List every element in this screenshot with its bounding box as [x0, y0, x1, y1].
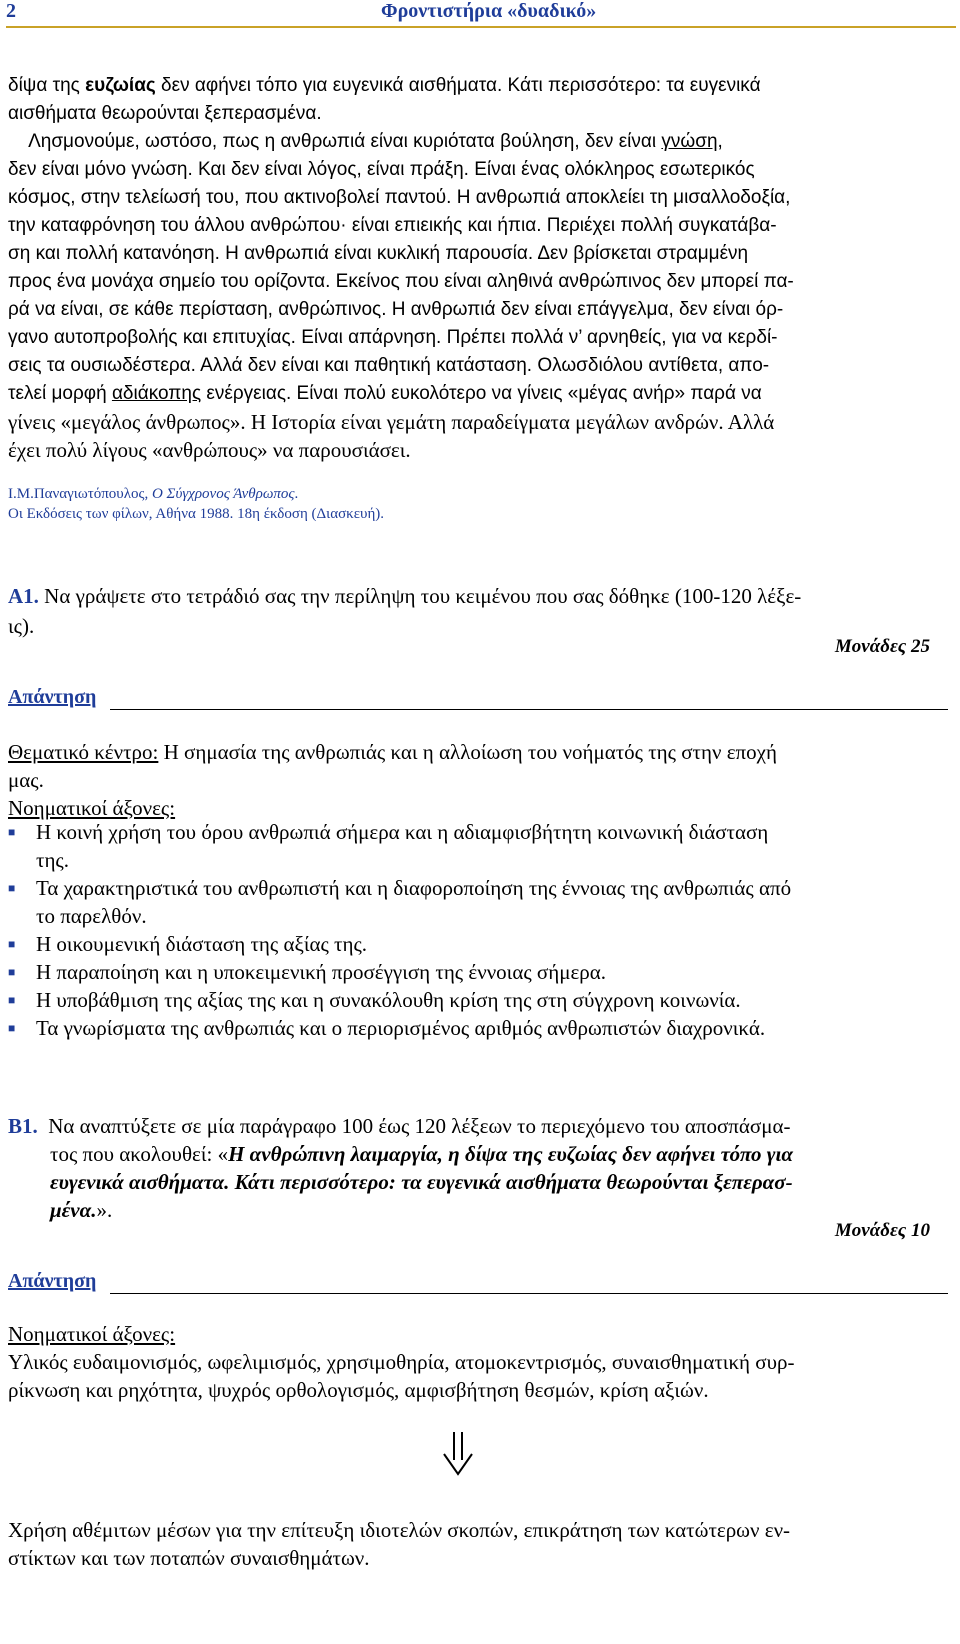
b1-marks: Μονάδες 10 — [834, 1220, 930, 1241]
bullet-item: Η κοινή χρήση του όρου ανθρωπιά σήμερα και η αδιαμφισβήτητη κοινωνική διάσταση — [36, 820, 769, 844]
b1-question-cont: μένα.». — [50, 1198, 113, 1222]
a1-answer-heading: Απάντηση — [8, 686, 948, 714]
source-author: Ι.Μ.Παναγιωτόπουλος, Ο Σύγχρονος Άνθρωπος. — [8, 486, 299, 502]
passage-line: έχει πολύ λίγους «ανθρώπους» να παρουσιάσει. — [8, 438, 411, 462]
b1-label: Β1. — [8, 1114, 38, 1138]
b1-question-cont: ευγενικά αισθήματα. Κάτι περισσότερο: τα ευγενικά αισθήματα θεωρούνται ξεπερασ- — [50, 1170, 793, 1194]
passage-line: δίψα της ευζωίας δεν αφήνει τόπο για ευγενικά αισθήματα. Κάτι περισσότερο: τα ευγενικά — [8, 75, 761, 96]
bullet-item: Η παραποίηση και η υποκειμενική προσέγγιση της έννοιας σήμερα. — [36, 960, 607, 984]
bullet-icon: ■ — [8, 881, 16, 895]
bullet-item: Η υποβάθμιση της αξίας της και η συνακόλουθη κρίση της στη σύγχρονη κοινωνία. — [36, 988, 741, 1012]
page-number: 2 — [6, 0, 16, 22]
bullet-item-cont: της. — [36, 848, 69, 872]
bullet-item: Τα χαρακτηριστικά του ανθρωπιστή και η διαφοροποίηση της έννοιας της ανθρωπιάς από — [36, 876, 792, 900]
header-title: Φροντιστήρια «δυαδικό» — [381, 0, 597, 22]
a1-theme-cont: μας. — [8, 768, 44, 792]
b1-question: Β1. Να αναπτύξετε σε μία παράγραφο 100 έως 120 λέξεων το περιεχόμενο του αποσπάσμα- — [8, 1114, 791, 1138]
b1-conclusion-cont: στίκτων και των ποταπών συναισθημάτων. — [8, 1546, 370, 1570]
b1-axes-label: Νοηματικοί άξονες: — [8, 1322, 176, 1346]
a1-marks: Μονάδες 25 — [834, 636, 930, 657]
source-publisher: Οι Εκδόσεις των φίλων, Αθήνα 1988. 18η έκδοση (Διασκευή). — [8, 506, 385, 522]
a1-question: Α1. Να γράψετε στο τετράδιό σας την περίληψη του κειμένου που σας δόθηκε (100-120 λέξε- — [8, 584, 802, 608]
bullet-icon: ■ — [8, 937, 16, 951]
a1-label: Α1. — [8, 584, 39, 608]
b1-conclusion: Χρήση αθέμιτων μέσων για την επίτευξη ιδιοτελών σκοπών, επικράτηση των κατώτερων εν- — [8, 1518, 791, 1542]
theme-label: Θεματικό κέντρο: — [8, 740, 159, 764]
b1-question-cont: τος που ακολουθεί: «Η ανθρώπινη λαιμαργία, η δίψα της ευζωίας δεν αφήνει τόπο για — [50, 1142, 793, 1166]
bullet-icon: ■ — [8, 825, 16, 839]
b1-axes-text: Υλικός ευδαιμονισμός, ωφελιμισμός, χρησιμοθηρία, ατομοκεντρισμός, συναισθηματική συρ- — [8, 1350, 795, 1374]
bullet-item: Η οικουμενική διάσταση της αξίας της. — [36, 932, 368, 956]
passage-line: προς ένα μονάχα σημείο του ορίζοντα. Εκείνος που είναι αληθινά ανθρώπινος δεν μπορεί πα- — [8, 271, 794, 292]
passage-line: γίνεις «μεγάλος άνθρωπος». Η Ιστορία είναι γεμάτη παραδείγματα μεγάλων ανδρών. Αλλά — [8, 410, 775, 434]
passage-line: δεν είναι μόνο γνώση. Και δεν είναι λόγος, είναι πράξη. Είναι ένας ολόκληρος εσωτερικός — [8, 159, 755, 180]
bullet-icon: ■ — [8, 965, 16, 979]
passage-line: αισθήματα θεωρούνται ξεπερασμένα. — [8, 103, 322, 124]
passage-line: ση και πολλή κατανόηση. Η ανθρωπιά είναι κυκλική παρουσία. Δεν βρίσκεται στραμμένη — [8, 243, 749, 264]
bullet-item-cont: το παρελθόν. — [36, 904, 147, 928]
passage-line: τελεί μορφή αδιάκοπης ενέργειας. Είναι πολύ ευκολότερο να γίνεις «μέγας ανήρ» παρά να — [8, 383, 762, 404]
a1-theme: Θεματικό κέντρο: Η σημασία της ανθρωπιάς και η αλλοίωση του νοήματός της στην εποχή — [8, 740, 777, 764]
page-header — [6, 0, 956, 28]
passage-line: γανο αυτοπροβολής και επιτυχίας. Είναι απάρνηση. Πρέπει πολλά ν’ αρνηθείς, για να κερδί- — [8, 327, 778, 348]
bullet-icon: ■ — [8, 1021, 16, 1035]
a1-axes-label: Νοηματικοί άξονες: — [8, 796, 176, 820]
b1-answer-heading: Απάντηση — [8, 1270, 948, 1298]
passage-line: ρά να είναι, σε κάθε περίσταση, ανθρώπινος. Η ανθρωπιά δεν είναι επάγγελμα, δεν είναι όρ- — [8, 299, 784, 320]
bullet-item: Τα γνωρίσματα της ανθρωπιάς και ο περιορισμένος αριθμός ανθρωπιστών διαχρονικά. — [36, 1016, 766, 1040]
a1-question-cont: ις). — [8, 614, 35, 638]
bullet-icon: ■ — [8, 993, 16, 1007]
b1-axes-text-cont: ρίκνωση και ρηχότητα, ψυχρός ορθολογισμός, αμφισβήτηση θεσμών, κρίση αξιών. — [8, 1378, 709, 1402]
double-arrow-down-icon — [440, 1430, 476, 1476]
passage-line: κόσμος, στην τελείωσή του, που ακτινοβολεί παντού. Η ανθρωπιά αποκλείει τη μισαλλοδοξία, — [8, 187, 791, 208]
passage-line: την καταφρόνηση του άλλου ανθρώπου· είναι επιεικής και ήπια. Περιέχει πολλή συγκατάβα- — [8, 215, 777, 236]
passage-line: σεις τα ουσιωδέστερα. Αλλά δεν είναι και παθητική κατάσταση. Ολωσδιόλου αντίθετα, απο- — [8, 355, 770, 376]
passage-line: Λησμονούμε, ωστόσο, πως η ανθρωπιά είναι κυριότατα βούληση, δεν είναι γνώση, — [8, 131, 723, 152]
